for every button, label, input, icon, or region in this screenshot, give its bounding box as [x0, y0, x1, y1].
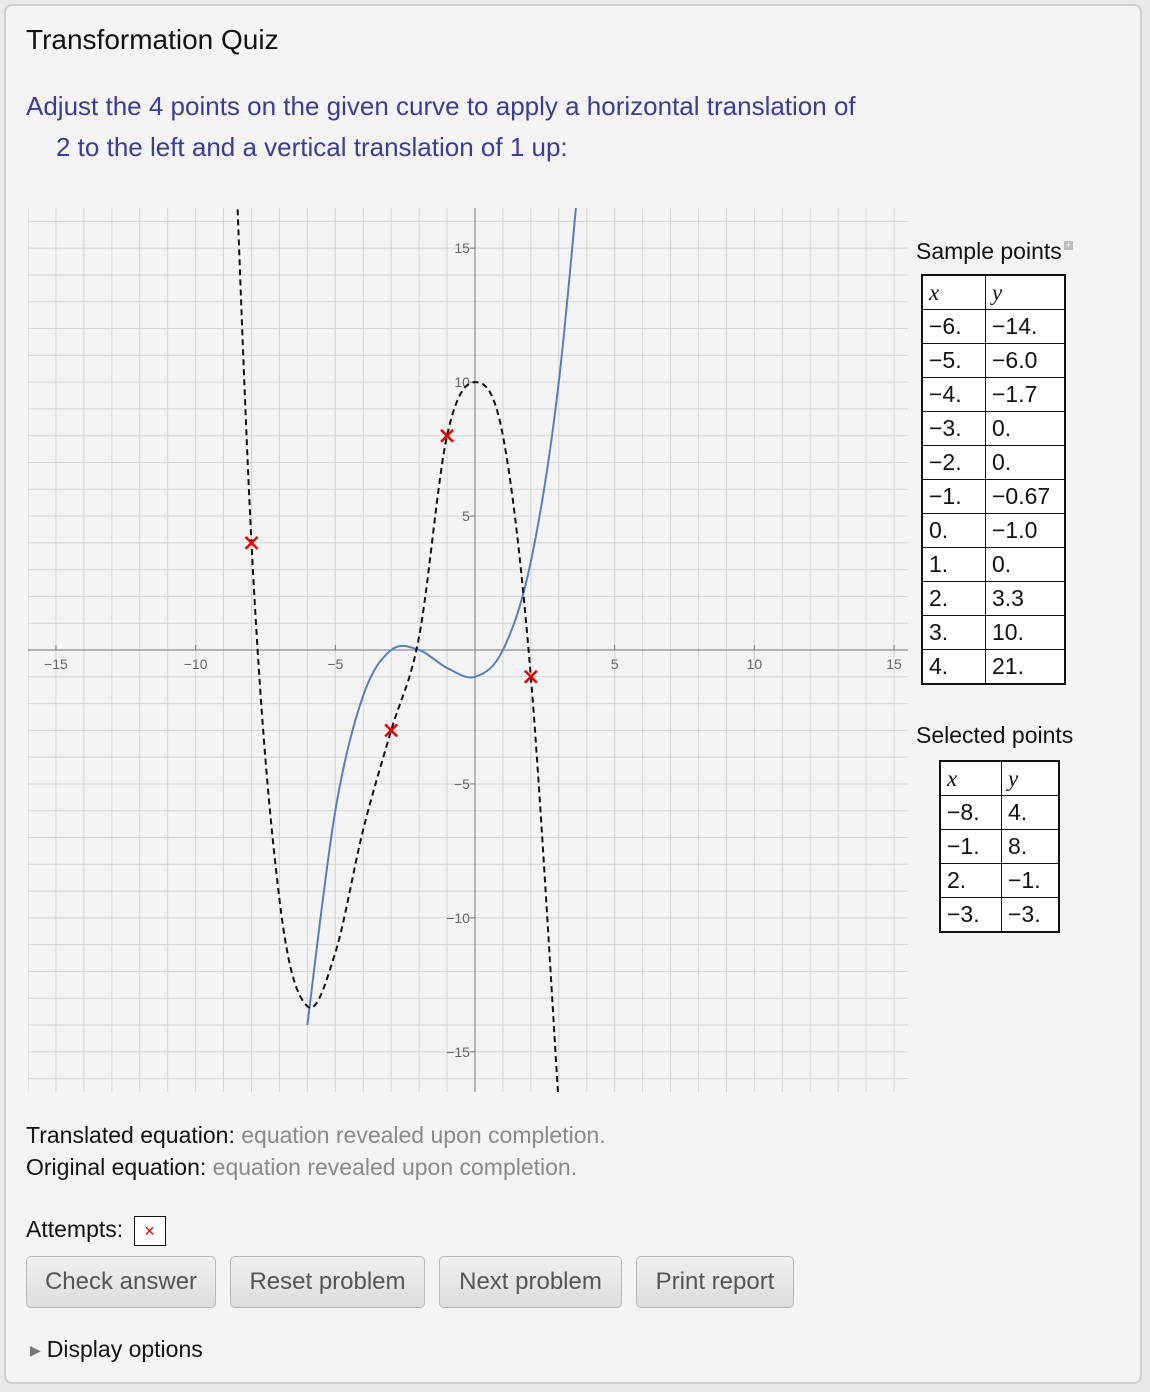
translated-equation-label: Translated equation: — [26, 1122, 235, 1148]
attempts-label: Attempts: — [26, 1216, 124, 1243]
sample-y-cell: 21. — [986, 650, 1066, 685]
sample-x-cell: −4. — [922, 378, 986, 412]
sample-x-cell: −2. — [922, 446, 986, 480]
sample-row — [922, 446, 1065, 480]
sample-row — [922, 616, 1065, 650]
sample-x-cell: −6. — [922, 310, 986, 344]
sample-y-cell: −6.0 — [986, 344, 1066, 378]
y-tick-label: 5 — [462, 508, 470, 525]
triangle-right-icon: ▶ — [30, 1342, 41, 1359]
check-answer-button[interactable]: Check answer — [26, 1256, 216, 1308]
original-equation — [26, 1154, 577, 1181]
selected-x-cell: −8. — [940, 796, 1002, 830]
original-equation-value: equation revealed upon completion. — [206, 1154, 578, 1180]
selected-y-cell: 4. — [1002, 796, 1060, 830]
sample-y-cell: 3.3 — [986, 582, 1066, 616]
selected-row — [940, 830, 1059, 864]
sample-points-title-text: Sample points — [916, 238, 1062, 264]
sample-header-x: x — [922, 275, 986, 310]
sample-x-cell: 1. — [922, 548, 986, 582]
selected-points-title: Selected points — [916, 722, 1074, 748]
next-problem-button[interactable]: Next problem — [439, 1256, 622, 1308]
reset-problem-button[interactable]: Reset problem — [230, 1256, 425, 1308]
x-tick-label: −10 — [183, 656, 208, 672]
sample-x-cell: −5. — [922, 344, 986, 378]
sample-row — [922, 650, 1065, 685]
sample-y-cell: −14. — [986, 310, 1066, 344]
attempts — [26, 1216, 166, 1246]
y-tick-label: 15 — [454, 240, 470, 257]
y-tick-label: −10 — [446, 909, 470, 926]
x-tick-label: −15 — [44, 656, 68, 672]
sample-y-cell: 0. — [986, 548, 1066, 582]
x-tick-label: 15 — [886, 656, 902, 672]
sample-x-cell: −3. — [922, 412, 986, 446]
instruction-line-1: Adjust the 4 points on the given curve to apply a horizontal translation of — [26, 91, 856, 121]
sample-row — [922, 344, 1065, 378]
sample-x-cell: −1. — [922, 480, 986, 514]
selected-row — [940, 898, 1059, 933]
selected-y-cell: −3. — [1002, 898, 1060, 933]
sample-row — [922, 548, 1065, 582]
translated-equation-value: equation revealed upon completion. — [234, 1122, 606, 1148]
sample-x-cell: 0. — [922, 514, 986, 548]
page-title: Transformation Quiz — [26, 24, 279, 55]
sample-points-title — [916, 238, 1073, 265]
sample-y-cell: 0. — [986, 412, 1066, 446]
instructions — [26, 86, 926, 168]
x-tick-label: −5 — [327, 656, 344, 672]
selected-row — [940, 864, 1059, 898]
expand-plus-icon[interactable]: + — [1065, 240, 1071, 250]
quiz-panel — [4, 4, 1142, 1384]
selected-x-cell: −1. — [940, 830, 1002, 864]
sample-x-cell: 3. — [922, 616, 986, 650]
y-tick-label: 10 — [454, 374, 470, 391]
selected-row — [940, 796, 1059, 830]
sample-x-cell: 2. — [922, 582, 986, 616]
sample-y-cell: −1.7 — [986, 378, 1066, 412]
sample-row — [922, 378, 1065, 412]
function-plot[interactable] — [28, 208, 908, 1092]
selected-header-x: x — [940, 761, 1002, 796]
sample-row — [922, 310, 1065, 344]
y-tick-label: −15 — [446, 1043, 470, 1060]
sample-row — [922, 480, 1065, 514]
selected-x-cell: −3. — [940, 898, 1002, 933]
translated-equation — [26, 1122, 606, 1149]
selected-y-cell: −1. — [1002, 864, 1060, 898]
sample-points-table — [921, 274, 1066, 685]
x-tick-label: 5 — [610, 656, 619, 672]
selected-points-table — [939, 760, 1060, 933]
selected-x-cell: 2. — [940, 864, 1002, 898]
sample-header-y: y — [986, 275, 1066, 310]
display-options-toggle[interactable] — [30, 1336, 203, 1363]
x-tick-label: 10 — [746, 656, 763, 672]
sample-x-cell: 4. — [922, 650, 986, 685]
sample-y-cell: 10. — [986, 616, 1066, 650]
instruction-line-2: 2 to the left and a vertical translation of 1 up: — [56, 132, 568, 162]
sample-row — [922, 514, 1065, 548]
failed-attempt-icon: × — [134, 1216, 166, 1246]
original-equation-label: Original equation: — [26, 1154, 207, 1180]
sample-row — [922, 582, 1065, 616]
print-report-button[interactable]: Print report — [636, 1256, 794, 1308]
selected-header-y: y — [1002, 761, 1060, 796]
display-options-label: Display options — [46, 1336, 203, 1362]
sample-y-cell: −0.67 — [986, 480, 1066, 514]
selected-y-cell: 8. — [1002, 830, 1060, 864]
y-tick-label: −5 — [454, 775, 470, 792]
sample-row — [922, 412, 1065, 446]
sample-y-cell: −1.0 — [986, 514, 1066, 548]
sample-y-cell: 0. — [986, 446, 1066, 480]
